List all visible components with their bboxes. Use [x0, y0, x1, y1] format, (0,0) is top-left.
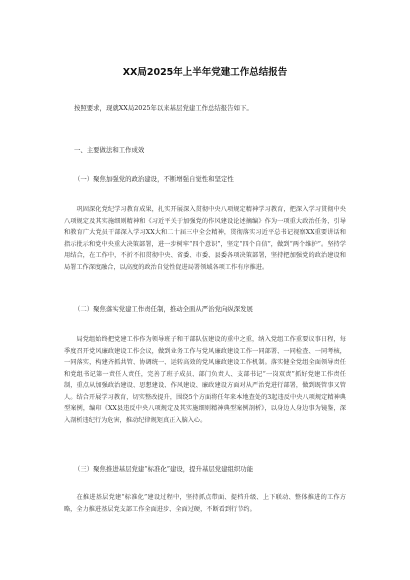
- subheading-political-building: （一）聚焦加强党的政治建设，不断增强自觉性和坚定性: [74, 175, 234, 183]
- paragraph-standardization: 在推进基层党建“标准化”建设过程中，坚持抓点带面、提档升级、上下联动、整体推进的工作方略，全力推进基层党支部工作全面进步、全面过硬，不断看到行节约。: [64, 494, 346, 513]
- paragraph-responsibility-system: 局党组始终把党建工作作为领导班子和干部队伍建设的重中之重，纳入党组工作重要议事日程，每季度召开党风廉政建设工作会议，做到业务工作与党风廉政建设工作一同部署、一同检查、一同考核，一同落实，构建齐抓共管、协调统一、运转高效的党风廉政建设工作机制。落实健全党组全面领导责任和党组书记第一责任人责任，完善了班子成员、部门负责人、支部书记“一岗双责”抓好党建工作责任制，重点从加强政治建设、思想建设、作风建设、廉政建设方面对从严治党进行部署，做到既管事又管人。结合开展学习教育，切实整改提升，围绕5个方面将任年来本地查处的3起违反中央八项规定精神典型案例，编印《XX县违反中央八项规定及其实施细则精神典型案例剖析》，以身边人身边事为镜鉴，深入剖析违纪行为危害，推动纪律规矩真正入脑入心。: [64, 336, 346, 424]
- subheading-responsibility-system: （二）聚焦落实党建工作责任制，推动全面从严治党向纵深发展: [74, 305, 253, 313]
- intro-paragraph: 按照要求，现就XX局2025年以来基层党建工作总结报告如下。: [74, 104, 253, 112]
- subheading-standardization: （三）聚焦推进基层党建“标准化”建设，提升基层党建组织功能: [74, 465, 254, 473]
- document-title: XX局2025年上半年党建工作总结报告: [122, 67, 288, 78]
- section-heading-main-practices: 一、主要做法和工作成效: [74, 146, 145, 154]
- paragraph-political-building: 巩固深化党纪学习教育成果，扎实开展深入贯彻中央八项规定精神学习教育，把深入学习贯彻中央八项规定及其实施细则精神和《习近平关于加强党的作风建设论述摘编》作为一项重大政治任务，引导和教育广大党员干部深入学习XX大和二十届三中全会精神，贯彻落实习近平总书记视察XX重要讲话和指示批示和党中央重大决策部署，进一步树牢“四个意识”，坚定“四个自信”，做到“两个维护”。坚持学用结合，在工作中，不折不扣贯彻中央、省委、市委、县委各项决策部署，坚持把加强党的政治建设和局署工作深度融合，以高度的政治自觉性促进局署领域各项工作有序推进。: [64, 206, 346, 271]
